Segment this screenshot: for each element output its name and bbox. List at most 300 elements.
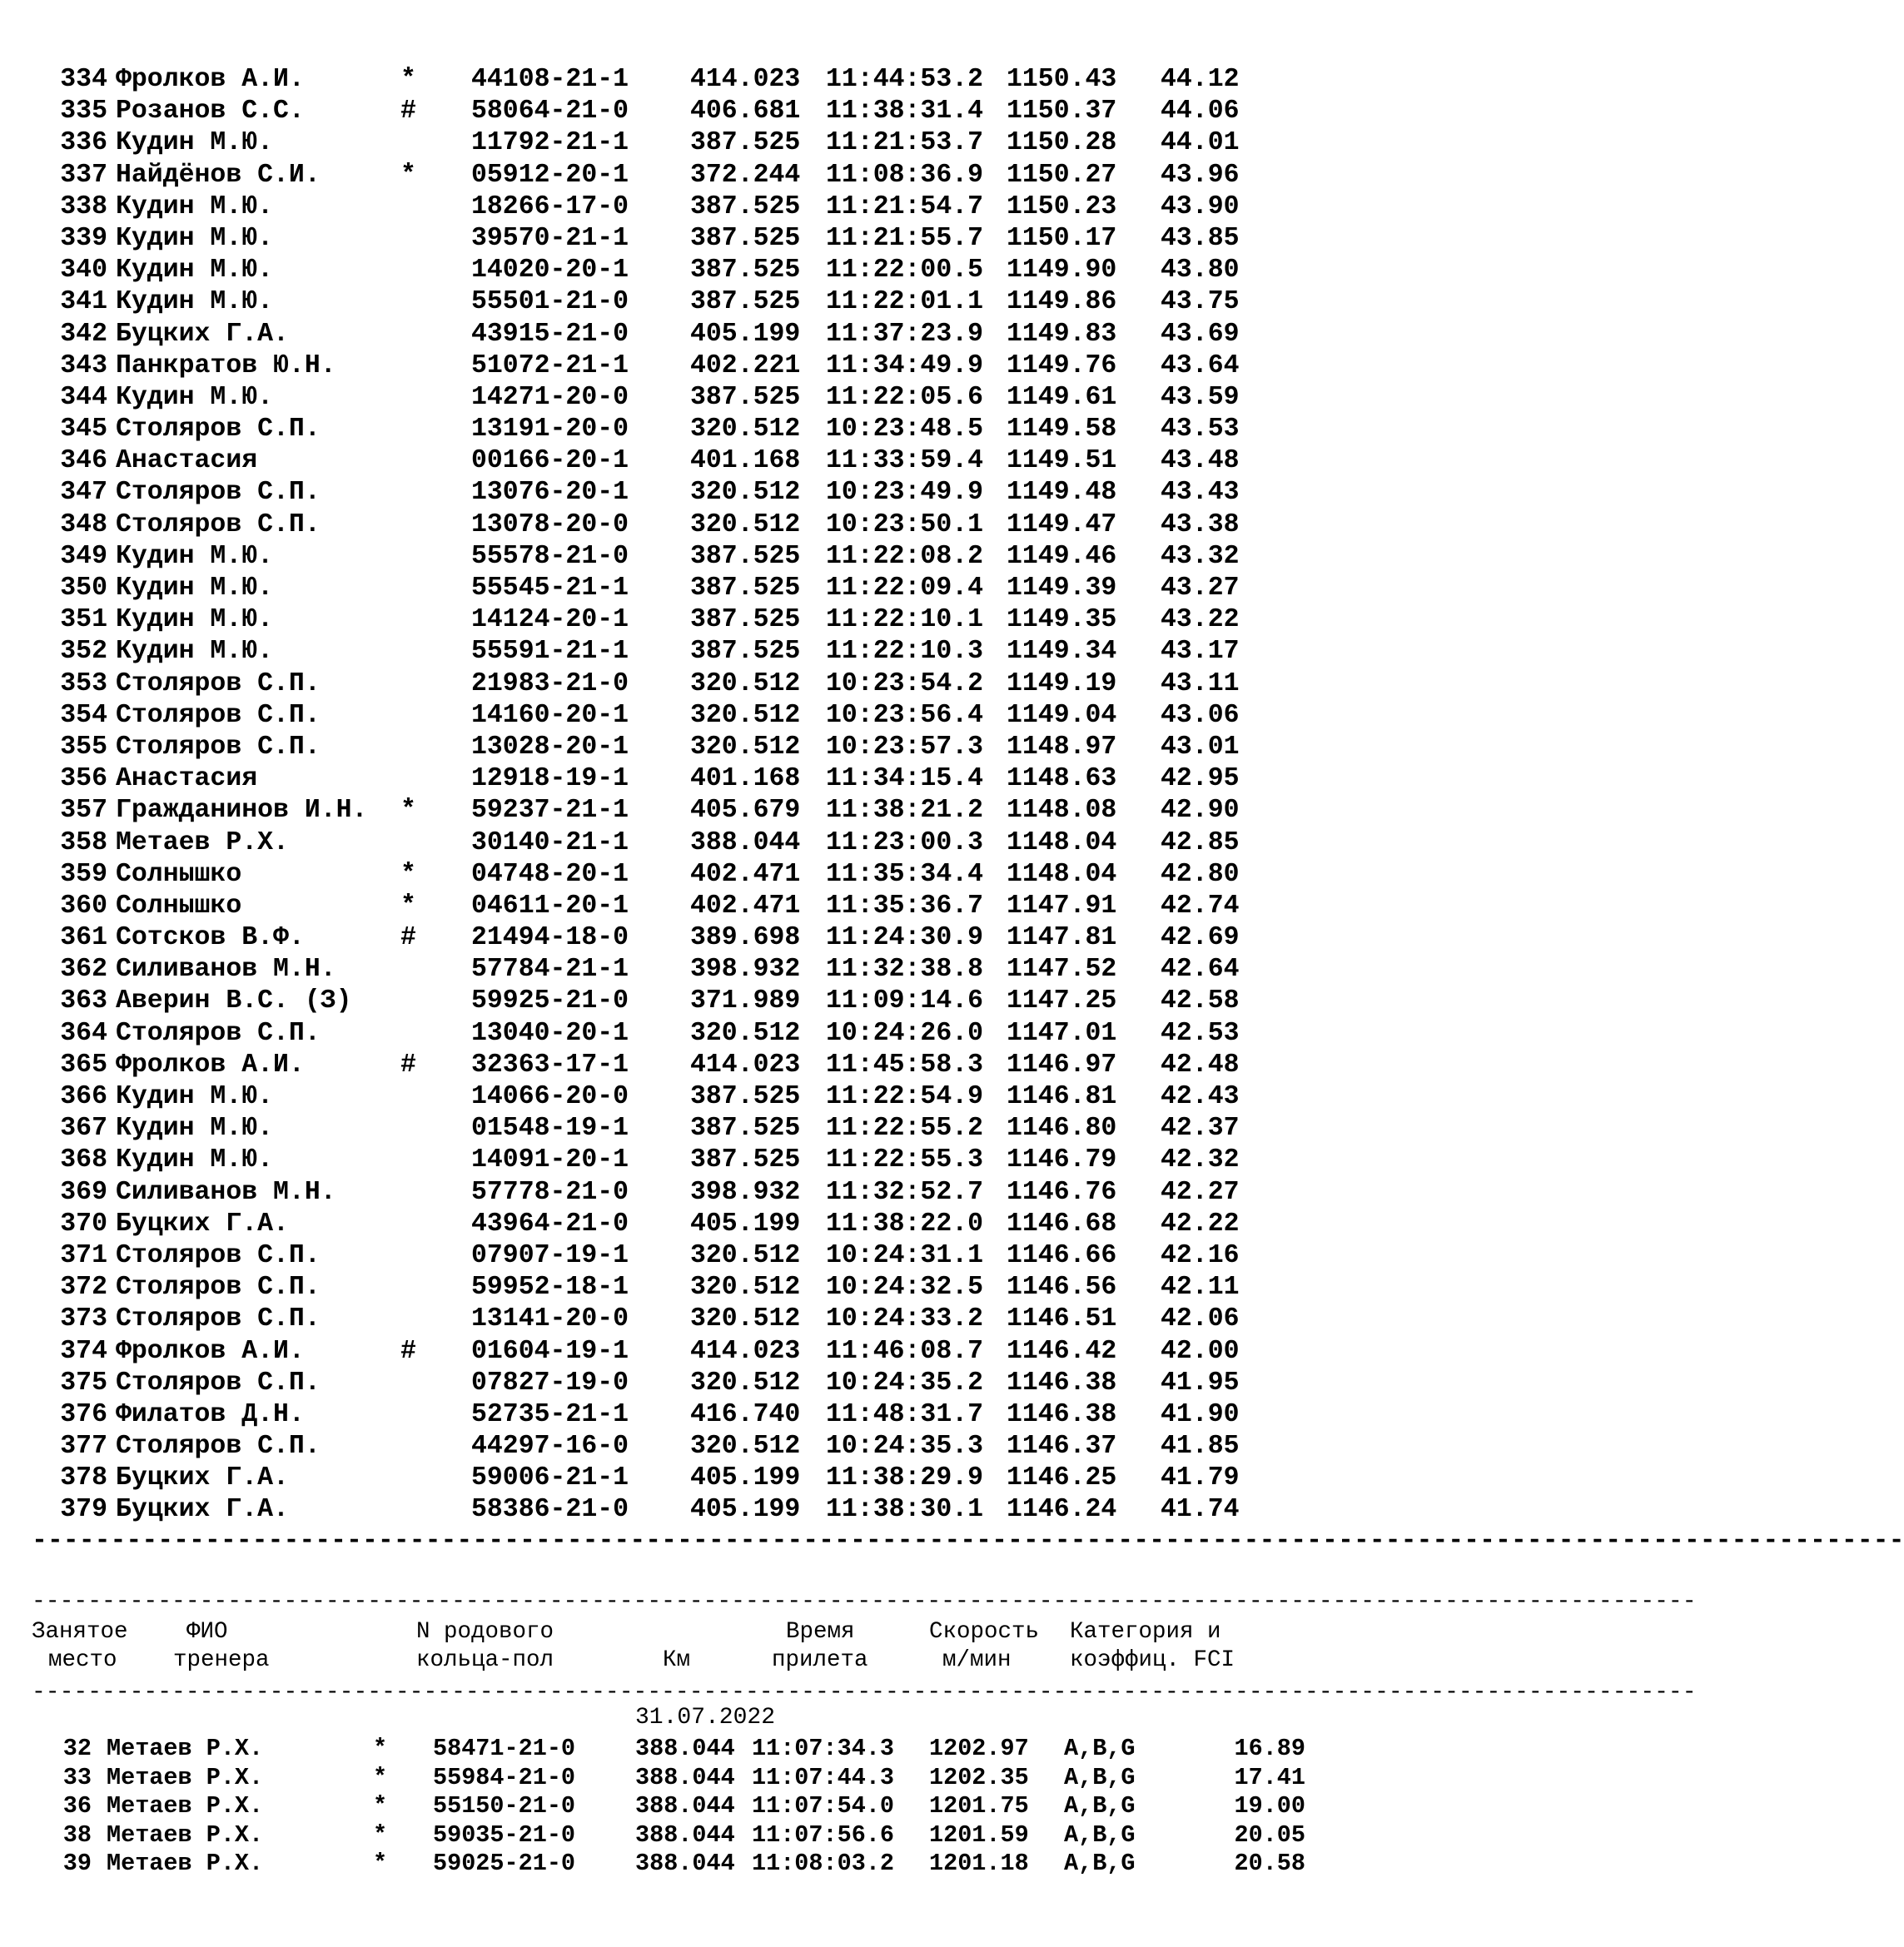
result-flag: # [400, 923, 416, 953]
result-place: 338 [60, 191, 107, 221]
result-place: 356 [60, 764, 107, 794]
result-name: Столяров С.П. [116, 1368, 321, 1398]
result-km: 405.199 [690, 1209, 801, 1239]
result-km: 387.525 [690, 1114, 801, 1144]
result-place: 366 [60, 1082, 107, 1111]
result-coef: 42.58 [1161, 986, 1240, 1016]
result-place: 361 [60, 923, 107, 953]
result-time: 11:35:36.7 [826, 891, 984, 921]
result-ring: 12918-19-1 [471, 764, 629, 794]
trainer-place: 32 [62, 1735, 92, 1762]
result-place: 375 [60, 1368, 107, 1398]
result-name: Анастасия [116, 764, 258, 794]
header-line-2 [32, 1647, 1330, 1675]
result-speed: 1146.79 [1007, 1145, 1117, 1175]
result-speed: 1147.91 [1007, 891, 1117, 921]
result-time: 10:24:31.1 [826, 1240, 984, 1270]
result-ring: 14066-20-0 [471, 1082, 629, 1111]
result-ring: 00166-20-1 [471, 446, 629, 476]
result-speed: 1150.37 [1007, 97, 1117, 127]
result-ring: 59925-21-0 [471, 986, 629, 1016]
result-ring: 14020-20-1 [471, 256, 629, 286]
result-place: 340 [60, 256, 107, 286]
result-time: 11:34:15.4 [826, 764, 984, 794]
header-fio: ФИО [186, 1619, 228, 1645]
result-time: 10:23:50.1 [826, 509, 984, 539]
result-place: 374 [60, 1336, 107, 1366]
result-name: Розанов С.С. [116, 97, 305, 127]
result-place: 337 [60, 160, 107, 190]
result-coef: 42.06 [1161, 1304, 1240, 1334]
result-name: Найдёнов С.И. [116, 160, 321, 190]
trainer-flag: * [373, 1850, 388, 1877]
result-name: Столяров С.П. [116, 1432, 321, 1462]
result-time: 11:08:36.9 [826, 160, 984, 190]
result-speed: 1146.97 [1007, 1050, 1117, 1080]
result-ring: 32363-17-1 [471, 1050, 629, 1080]
result-ring: 44297-16-0 [471, 1432, 629, 1462]
result-place: 357 [60, 796, 107, 826]
result-coef: 43.59 [1161, 382, 1240, 412]
result-speed: 1146.24 [1007, 1495, 1117, 1525]
result-time: 11:22:54.9 [826, 1082, 984, 1111]
result-km: 387.525 [690, 223, 801, 253]
result-coef: 43.22 [1161, 605, 1240, 635]
result-place: 379 [60, 1495, 107, 1525]
result-time: 10:23:54.2 [826, 668, 984, 698]
result-coef: 43.32 [1161, 541, 1240, 571]
result-coef: 44.06 [1161, 97, 1240, 127]
result-km: 320.512 [690, 1432, 801, 1462]
result-place: 354 [60, 700, 107, 730]
header-top-separator: ----------------------------------------------------------------------------------------------------------------------- [32, 1589, 1697, 1615]
result-place: 347 [60, 478, 107, 508]
result-name: Столяров С.П. [116, 415, 321, 445]
result-speed: 1148.04 [1007, 859, 1117, 889]
result-coef: 43.01 [1161, 732, 1240, 762]
result-coef: 42.43 [1161, 1082, 1240, 1111]
result-coef: 42.32 [1161, 1145, 1240, 1175]
result-ring: 05912-20-1 [471, 160, 629, 190]
result-ring: 55591-21-1 [471, 637, 629, 667]
result-km: 320.512 [690, 1304, 801, 1334]
result-place: 342 [60, 319, 107, 349]
trainer-ring: 55150-21-0 [433, 1792, 576, 1820]
header-km: Км [663, 1647, 691, 1673]
result-time: 11:38:30.1 [826, 1495, 984, 1525]
result-coef: 42.11 [1161, 1273, 1240, 1303]
result-name: Фролков А.И. [116, 1336, 305, 1366]
result-km: 402.471 [690, 859, 801, 889]
trainer-name: Метаев Р.Х. [107, 1850, 264, 1877]
result-coef: 42.69 [1161, 923, 1240, 953]
result-ring: 43915-21-0 [471, 319, 629, 349]
result-ring: 04611-20-1 [471, 891, 629, 921]
result-ring: 11792-21-1 [471, 128, 629, 158]
result-time: 11:22:55.3 [826, 1145, 984, 1175]
result-ring: 57778-21-0 [471, 1177, 629, 1207]
result-name: Панкратов Ю.Н. [116, 350, 336, 380]
result-speed: 1149.61 [1007, 382, 1117, 412]
result-ring: 59952-18-1 [471, 1273, 629, 1303]
result-time: 11:22:01.1 [826, 287, 984, 317]
result-place: 348 [60, 509, 107, 539]
result-ring: 55545-21-1 [471, 574, 629, 603]
result-coef: 43.06 [1161, 700, 1240, 730]
result-time: 11:22:00.5 [826, 256, 984, 286]
result-name: Аверин В.С. (З) [116, 986, 352, 1016]
trainer-name: Метаев Р.Х. [107, 1763, 264, 1791]
trainer-ring: 59025-21-0 [433, 1850, 576, 1877]
result-name: Кудин М.Ю. [116, 541, 274, 571]
result-coef: 43.85 [1161, 223, 1240, 253]
result-coef: 43.64 [1161, 350, 1240, 380]
result-ring: 55501-21-0 [471, 287, 629, 317]
trainer-name: Метаев Р.Х. [107, 1735, 264, 1762]
trainer-place: 33 [62, 1763, 92, 1791]
trainer-category: A,B,G [1064, 1735, 1136, 1762]
result-name: Столяров С.П. [116, 1240, 321, 1270]
result-km: 405.679 [690, 796, 801, 826]
result-place: 346 [60, 446, 107, 476]
result-name: Сотсков В.Ф. [116, 923, 305, 953]
result-time: 11:48:31.7 [826, 1399, 984, 1429]
result-place: 344 [60, 382, 107, 412]
result-name: Филатов Д.Н. [116, 1399, 305, 1429]
result-km: 320.512 [690, 732, 801, 762]
trainer-speed: 1202.97 [929, 1735, 1029, 1762]
result-speed: 1149.34 [1007, 637, 1117, 667]
result-name: Буцких Г.А. [116, 319, 289, 349]
result-name: Столяров С.П. [116, 700, 321, 730]
header-time-sub: прилета [772, 1647, 868, 1673]
result-km: 406.681 [690, 97, 801, 127]
result-speed: 1147.01 [1007, 1018, 1117, 1048]
result-place: 343 [60, 350, 107, 380]
result-time: 11:23:00.3 [826, 827, 984, 857]
result-km: 402.471 [690, 891, 801, 921]
result-place: 345 [60, 415, 107, 445]
result-ring: 18266-17-0 [471, 191, 629, 221]
result-place: 341 [60, 287, 107, 317]
result-ring: 14091-20-1 [471, 1145, 629, 1175]
result-time: 11:22:09.4 [826, 574, 984, 603]
result-km: 387.525 [690, 574, 801, 603]
result-time: 11:35:34.4 [826, 859, 984, 889]
result-speed: 1146.81 [1007, 1082, 1117, 1111]
result-place: 334 [60, 65, 107, 94]
result-coef: 44.01 [1161, 128, 1240, 158]
result-coef: 42.95 [1161, 764, 1240, 794]
result-flag: * [400, 65, 416, 94]
result-speed: 1146.38 [1007, 1368, 1117, 1398]
result-speed: 1147.81 [1007, 923, 1117, 953]
trainer-category: A,B,G [1064, 1792, 1136, 1820]
result-place: 372 [60, 1273, 107, 1303]
result-km: 387.525 [690, 382, 801, 412]
result-ring: 13028-20-1 [471, 732, 629, 762]
result-time: 11:22:55.2 [826, 1114, 984, 1144]
result-coef: 43.17 [1161, 637, 1240, 667]
result-coef: 42.37 [1161, 1114, 1240, 1144]
result-speed: 1149.19 [1007, 668, 1117, 698]
result-km: 398.932 [690, 1177, 801, 1207]
trainer-name: Метаев Р.Х. [107, 1792, 264, 1820]
result-time: 11:32:38.8 [826, 955, 984, 985]
result-km: 401.168 [690, 446, 801, 476]
result-place: 373 [60, 1304, 107, 1334]
result-km: 320.512 [690, 668, 801, 698]
result-km: 414.023 [690, 1050, 801, 1080]
result-km: 320.512 [690, 700, 801, 730]
race-date: 31.07.2022 [634, 1705, 776, 1731]
result-place: 339 [60, 223, 107, 253]
result-km: 320.512 [690, 509, 801, 539]
header-ring-sub: кольца-пол [416, 1647, 554, 1673]
result-place: 350 [60, 574, 107, 603]
trainer-speed: 1201.18 [929, 1850, 1029, 1877]
trainer-km: 388.044 [635, 1820, 735, 1849]
trainer-category: A,B,G [1064, 1820, 1136, 1849]
trainer-fci: 20.58 [1234, 1850, 1305, 1877]
result-place: 369 [60, 1177, 107, 1207]
trainer-fci: 17.41 [1234, 1763, 1305, 1791]
result-coef: 42.80 [1161, 859, 1240, 889]
result-ring: 43964-21-0 [471, 1209, 629, 1239]
result-km: 405.199 [690, 1495, 801, 1525]
result-speed: 1148.63 [1007, 764, 1117, 794]
trainer-flag: * [373, 1735, 388, 1762]
result-ring: 30140-21-1 [471, 827, 629, 857]
result-coef: 41.90 [1161, 1399, 1240, 1429]
result-coef: 43.96 [1161, 160, 1240, 190]
trainer-category: A,B,G [1064, 1850, 1136, 1877]
result-time: 11:38:29.9 [826, 1463, 984, 1493]
trainer-time: 11:07:56.6 [752, 1820, 895, 1849]
result-km: 414.023 [690, 65, 801, 94]
result-time: 11:21:55.7 [826, 223, 984, 253]
result-km: 402.221 [690, 350, 801, 380]
result-km: 320.512 [690, 1018, 801, 1048]
result-speed: 1150.17 [1007, 223, 1117, 253]
result-speed: 1146.25 [1007, 1463, 1117, 1493]
result-flag: * [400, 160, 416, 190]
result-km: 387.525 [690, 256, 801, 286]
result-ring: 07827-19-0 [471, 1368, 629, 1398]
trainer-category: A,B,G [1064, 1763, 1136, 1791]
result-speed: 1146.42 [1007, 1336, 1117, 1366]
result-name: Столяров С.П. [116, 1018, 321, 1048]
result-name: Кудин М.Ю. [116, 1114, 274, 1144]
trainer-ring: 55984-21-0 [433, 1763, 576, 1791]
result-place: 370 [60, 1209, 107, 1239]
trainer-fci: 16.89 [1234, 1735, 1305, 1762]
result-time: 11:46:08.7 [826, 1336, 984, 1366]
result-km: 401.168 [690, 764, 801, 794]
result-time: 11:22:08.2 [826, 541, 984, 571]
result-time: 11:22:05.6 [826, 382, 984, 412]
result-ring: 59237-21-1 [471, 796, 629, 826]
result-speed: 1150.43 [1007, 65, 1117, 94]
result-place: 359 [60, 859, 107, 889]
result-name: Метаев Р.Х. [116, 827, 289, 857]
result-time: 11:38:21.2 [826, 796, 984, 826]
result-speed: 1146.68 [1007, 1209, 1117, 1239]
result-time: 11:34:49.9 [826, 350, 984, 380]
result-place: 336 [60, 128, 107, 158]
result-speed: 1146.51 [1007, 1304, 1117, 1334]
trainer-flag: * [373, 1763, 388, 1791]
result-coef: 43.69 [1161, 319, 1240, 349]
result-name: Кудин М.Ю. [116, 574, 274, 603]
header-place: Занятое [32, 1619, 128, 1645]
result-speed: 1146.56 [1007, 1273, 1117, 1303]
result-place: 349 [60, 541, 107, 571]
trainer-flag: * [373, 1792, 388, 1820]
result-time: 11:38:31.4 [826, 97, 984, 127]
table-bottom-separator: ----------------------------------------------------------------------------------------------------------------------- [32, 1527, 1904, 1556]
result-name: Буцких Г.А. [116, 1463, 289, 1493]
result-speed: 1148.97 [1007, 732, 1117, 762]
result-coef: 42.74 [1161, 891, 1240, 921]
result-km: 372.244 [690, 160, 801, 190]
header-bottom-separator: ----------------------------------------------------------------------------------------------------------------------- [32, 1680, 1697, 1706]
result-km: 387.525 [690, 541, 801, 571]
result-time: 11:32:52.7 [826, 1177, 984, 1207]
trainer-km: 388.044 [635, 1763, 735, 1791]
result-name: Кудин М.Ю. [116, 128, 274, 158]
result-time: 11:33:59.4 [826, 446, 984, 476]
result-speed: 1150.23 [1007, 191, 1117, 221]
result-name: Буцких Г.А. [116, 1495, 289, 1525]
result-ring: 01548-19-1 [471, 1114, 629, 1144]
result-coef: 43.43 [1161, 478, 1240, 508]
result-speed: 1149.51 [1007, 446, 1117, 476]
result-ring: 13191-20-0 [471, 415, 629, 445]
trainer-table-header [32, 1618, 1330, 1675]
trainer-km: 388.044 [635, 1850, 735, 1877]
result-name: Столяров С.П. [116, 1273, 321, 1303]
result-ring: 39570-21-1 [471, 223, 629, 253]
result-speed: 1146.76 [1007, 1177, 1117, 1207]
result-time: 11:24:30.9 [826, 923, 984, 953]
result-coef: 43.11 [1161, 668, 1240, 698]
result-time: 10:24:33.2 [826, 1304, 984, 1334]
result-time: 11:38:22.0 [826, 1209, 984, 1239]
result-km: 387.525 [690, 128, 801, 158]
header-speed: Скорость [929, 1619, 1040, 1645]
result-name: Кудин М.Ю. [116, 1082, 274, 1111]
result-ring: 44108-21-1 [471, 65, 629, 94]
result-ring: 58064-21-0 [471, 97, 629, 127]
trainer-speed: 1202.35 [929, 1763, 1029, 1791]
result-ring: 14124-20-1 [471, 605, 629, 635]
result-name: Столяров С.П. [116, 668, 321, 698]
result-ring: 13078-20-0 [471, 509, 629, 539]
result-km: 387.525 [690, 1082, 801, 1111]
result-time: 11:21:54.7 [826, 191, 984, 221]
result-coef: 42.22 [1161, 1209, 1240, 1239]
result-time: 10:24:35.3 [826, 1432, 984, 1462]
result-place: 364 [60, 1018, 107, 1048]
result-name: Столяров С.П. [116, 509, 321, 539]
result-ring: 58386-21-0 [471, 1495, 629, 1525]
trainer-ring: 59035-21-0 [433, 1820, 576, 1849]
header-category: Категория и [1070, 1619, 1221, 1645]
result-name: Солнышко [116, 891, 242, 921]
result-place: 377 [60, 1432, 107, 1462]
result-km: 389.698 [690, 923, 801, 953]
result-flag: * [400, 891, 416, 921]
result-speed: 1148.08 [1007, 796, 1117, 826]
result-time: 10:23:57.3 [826, 732, 984, 762]
result-ring: 01604-19-1 [471, 1336, 629, 1366]
result-km: 387.525 [690, 637, 801, 667]
result-ring: 21983-21-0 [471, 668, 629, 698]
result-time: 11:37:23.9 [826, 319, 984, 349]
result-speed: 1146.38 [1007, 1399, 1117, 1429]
result-km: 388.044 [690, 827, 801, 857]
result-km: 320.512 [690, 1368, 801, 1398]
result-km: 387.525 [690, 191, 801, 221]
result-ring: 04748-20-1 [471, 859, 629, 889]
result-ring: 21494-18-0 [471, 923, 629, 953]
result-place: 378 [60, 1463, 107, 1493]
result-ring: 13141-20-0 [471, 1304, 629, 1334]
header-time: Время [786, 1619, 855, 1645]
result-speed: 1149.58 [1007, 415, 1117, 445]
result-km: 387.525 [690, 605, 801, 635]
result-flag: # [400, 97, 416, 127]
result-ring: 55578-21-0 [471, 541, 629, 571]
result-coef: 42.48 [1161, 1050, 1240, 1080]
result-speed: 1146.80 [1007, 1114, 1117, 1144]
result-ring: 57784-21-1 [471, 955, 629, 985]
trainer-time: 11:07:44.3 [752, 1763, 895, 1791]
result-km: 405.199 [690, 1463, 801, 1493]
result-ring: 14160-20-1 [471, 700, 629, 730]
result-coef: 41.74 [1161, 1495, 1240, 1525]
result-km: 387.525 [690, 1145, 801, 1175]
result-name: Гражданинов И.Н. [116, 796, 368, 826]
result-coef: 42.85 [1161, 827, 1240, 857]
trainer-place: 36 [62, 1792, 92, 1820]
result-coef: 42.90 [1161, 796, 1240, 826]
result-km: 398.932 [690, 955, 801, 985]
result-ring: 59006-21-1 [471, 1463, 629, 1493]
result-time: 11:44:53.2 [826, 65, 984, 94]
result-km: 320.512 [690, 1240, 801, 1270]
result-speed: 1149.39 [1007, 574, 1117, 603]
result-coef: 43.48 [1161, 446, 1240, 476]
result-speed: 1149.83 [1007, 319, 1117, 349]
result-place: 365 [60, 1050, 107, 1080]
result-coef: 43.90 [1161, 191, 1240, 221]
result-place: 355 [60, 732, 107, 762]
result-name: Силиванов М.Н. [116, 1177, 336, 1207]
result-name: Кудин М.Ю. [116, 1145, 274, 1175]
header-ring: N родового [416, 1619, 554, 1645]
result-ring: 14271-20-0 [471, 382, 629, 412]
result-speed: 1150.28 [1007, 128, 1117, 158]
result-coef: 41.85 [1161, 1432, 1240, 1462]
result-time: 10:24:32.5 [826, 1273, 984, 1303]
result-coef: 42.64 [1161, 955, 1240, 985]
result-km: 387.525 [690, 287, 801, 317]
trainer-time: 11:07:54.0 [752, 1792, 895, 1820]
result-coef: 43.75 [1161, 287, 1240, 317]
result-name: Силиванов М.Н. [116, 955, 336, 985]
